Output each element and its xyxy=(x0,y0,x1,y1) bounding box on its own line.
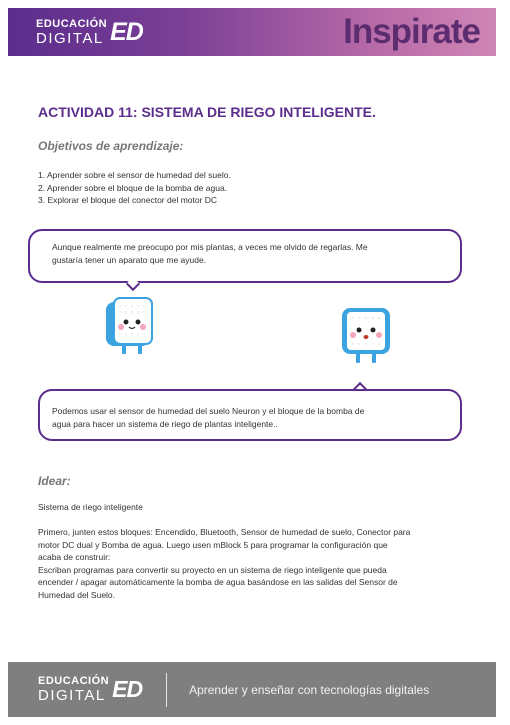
list-item: 3. Explorar el bloque del conector del motor DC xyxy=(38,195,218,205)
activity-title: ACTIVIDAD 11: SISTEMA DE RIEGO INTELIGENTE. xyxy=(38,104,376,120)
footer-banner xyxy=(8,662,496,717)
robot-character-right-icon xyxy=(340,306,394,366)
bubble-text-line: Aunque realmente me preocupo por mis plantas, a veces me olvido de regarlas. Me xyxy=(52,242,368,252)
footer-divider xyxy=(166,673,167,707)
objectives-list xyxy=(38,169,231,207)
paragraph-line: Primero, junten estos bloques: Encendido, Bluetooth, Sensor de humedad de suelo, Conector para xyxy=(38,527,411,537)
logo-bottom-text: DIGITAL xyxy=(36,29,104,47)
footer-slogan: Aprender y enseñar con tecnologías digitales xyxy=(189,682,430,697)
idear-heading: Idear: xyxy=(38,474,71,488)
brand-title: Inspirate xyxy=(343,12,480,51)
list-item: 1. Aprender sobre el sensor de humedad del suelo. xyxy=(38,170,231,180)
paragraph-line: Humedad del Suelo. xyxy=(38,589,116,600)
logo-bottom-text: DIGITAL xyxy=(38,687,106,704)
header-banner xyxy=(8,8,496,56)
paragraph-line: encender / apagar automáticamente la bomba de agua basándose en las salidas del Sensor de xyxy=(38,577,398,587)
paragraph-line: motor DC dual y Bomba de agua. Luego usen mBlock 5 para programar la configuración que xyxy=(38,539,388,550)
list-item: 2. Aprender sobre el bloque de la bomba de agua. xyxy=(38,182,228,193)
logo-mark: ED xyxy=(110,17,143,46)
logo-top-text: EDUCACIÓN xyxy=(36,17,108,30)
logo-mark: ED xyxy=(112,676,143,702)
header-logo xyxy=(36,18,143,47)
bubble-text-line: agua para hacer un sistema de riego de plantas inteligente.. xyxy=(52,418,278,429)
bubble-text-line: gustaría tener un aparato que me ayude. xyxy=(52,254,207,265)
idear-subtitle: Sistema de riego inteligente xyxy=(38,502,143,512)
footer-logo xyxy=(38,676,142,703)
speech-bubble-1 xyxy=(28,229,462,283)
speech-bubble-2 xyxy=(38,389,462,441)
bubble-text-line: Podemos usar el sensor de humedad del suelo Neuron y el bloque de la bomba de xyxy=(52,406,365,416)
idear-paragraph xyxy=(38,526,458,601)
robot-character-left-icon xyxy=(104,296,156,358)
objectives-heading: Objetivos de aprendizaje: xyxy=(38,139,184,153)
paragraph-line: acaba de construir: xyxy=(38,552,111,562)
logo-top-text: EDUCACIÓN xyxy=(38,675,110,687)
paragraph-line: Escriban programas para convertir su proyecto en un sistema de riego inteligente que pueda xyxy=(38,564,387,575)
